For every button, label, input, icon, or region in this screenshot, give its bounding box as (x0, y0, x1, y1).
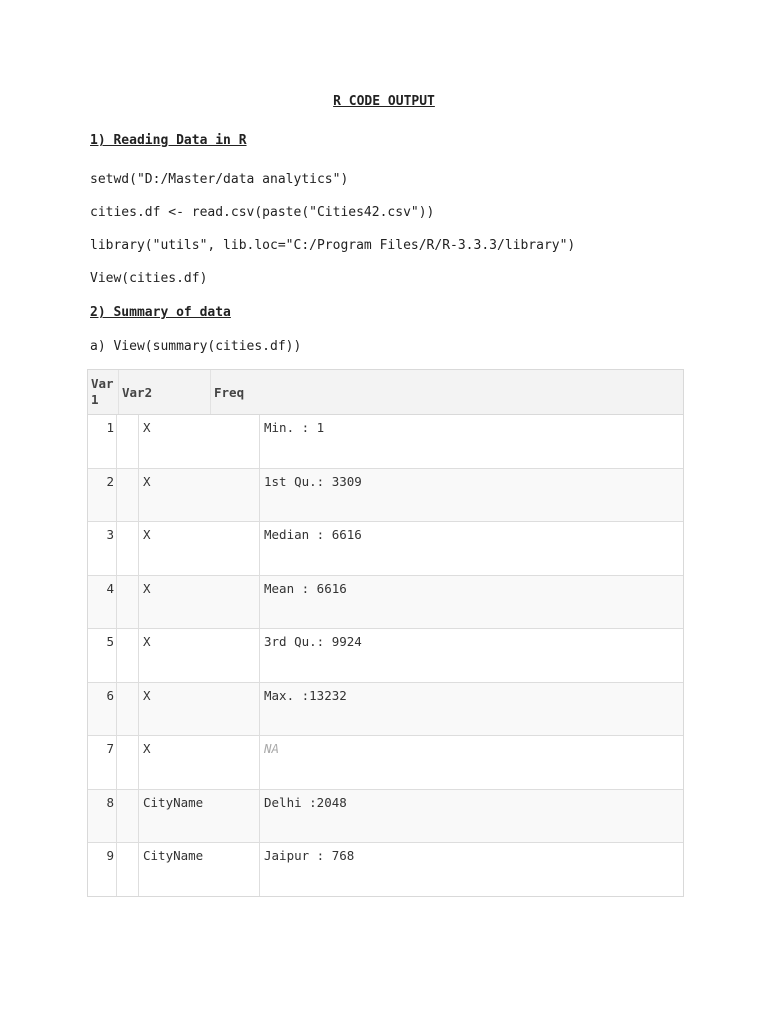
table-row (88, 790, 683, 844)
row-number: 8 (106, 794, 114, 810)
page-title (0, 94, 768, 109)
column-header-freq[interactable]: Freq (210, 370, 682, 414)
var2-cell: X (138, 469, 259, 522)
var2-cell: X (138, 683, 259, 736)
var1-cell (116, 683, 138, 736)
table-header (88, 370, 683, 415)
freq-cell: Max. :13232 (259, 683, 682, 736)
var2-cell: CityName (138, 843, 259, 896)
freq-cell: Jaipur : 768 (259, 843, 682, 896)
summary-table (87, 369, 684, 897)
var1-cell (116, 629, 138, 682)
var1-cell (116, 576, 138, 629)
table-row (88, 735, 683, 790)
freq-cell: 1st Qu.: 3309 (259, 469, 682, 522)
table-row (88, 683, 683, 736)
var1-cell (116, 736, 138, 789)
row-number: 7 (106, 741, 114, 756)
var1-cell (116, 790, 138, 843)
column-header-var1[interactable]: Var1 (91, 376, 114, 407)
page-title-text: R CODE OUTPUT (333, 94, 435, 109)
freq-cell: Median : 6616 (259, 522, 682, 575)
section-heading-reading-data: 1) Reading Data in R (90, 133, 247, 148)
var1-cell (116, 415, 138, 468)
column-header-var2[interactable]: Var2 (118, 370, 210, 414)
row-number: 3 (106, 527, 114, 542)
var1-cell (116, 469, 138, 522)
table-row (88, 628, 683, 683)
freq-cell: Mean : 6616 (259, 576, 682, 629)
row-number: 4 (106, 580, 114, 596)
var1-cell (116, 522, 138, 575)
table-row (88, 576, 683, 629)
var2-cell: X (138, 576, 259, 629)
table-row (88, 415, 683, 469)
var1-cell (116, 843, 138, 896)
var2-cell: CityName (138, 790, 259, 843)
code-line-view: View(cities.df) (90, 271, 208, 286)
code-line-setwd: setwd("D:/Master/data analytics") (90, 172, 349, 187)
code-line-read-csv: cities.df <- read.csv(paste("Cities42.csv")) (90, 205, 435, 220)
section-heading-summary: 2) Summary of data (90, 305, 231, 320)
code-line-view-summary: a) View(summary(cities.df)) (90, 339, 302, 354)
var2-cell: X (138, 629, 259, 682)
table-row (88, 469, 683, 522)
row-number: 2 (106, 473, 114, 489)
var2-cell: X (138, 522, 259, 575)
row-number: 5 (106, 634, 114, 649)
row-number: 6 (106, 687, 114, 703)
code-line-library: library("utils", lib.loc="C:/Program Files/R/R-3.3.3/library") (90, 238, 576, 253)
row-number: 1 (106, 420, 114, 435)
freq-cell-na: NA (259, 736, 682, 789)
freq-cell: Delhi :2048 (259, 790, 682, 843)
row-number: 9 (106, 848, 114, 863)
table-row (88, 521, 683, 576)
var2-cell: X (138, 415, 259, 468)
freq-cell: Min. : 1 (259, 415, 682, 468)
table-row (88, 843, 683, 896)
var2-cell: X (138, 736, 259, 789)
freq-cell: 3rd Qu.: 9924 (259, 629, 682, 682)
